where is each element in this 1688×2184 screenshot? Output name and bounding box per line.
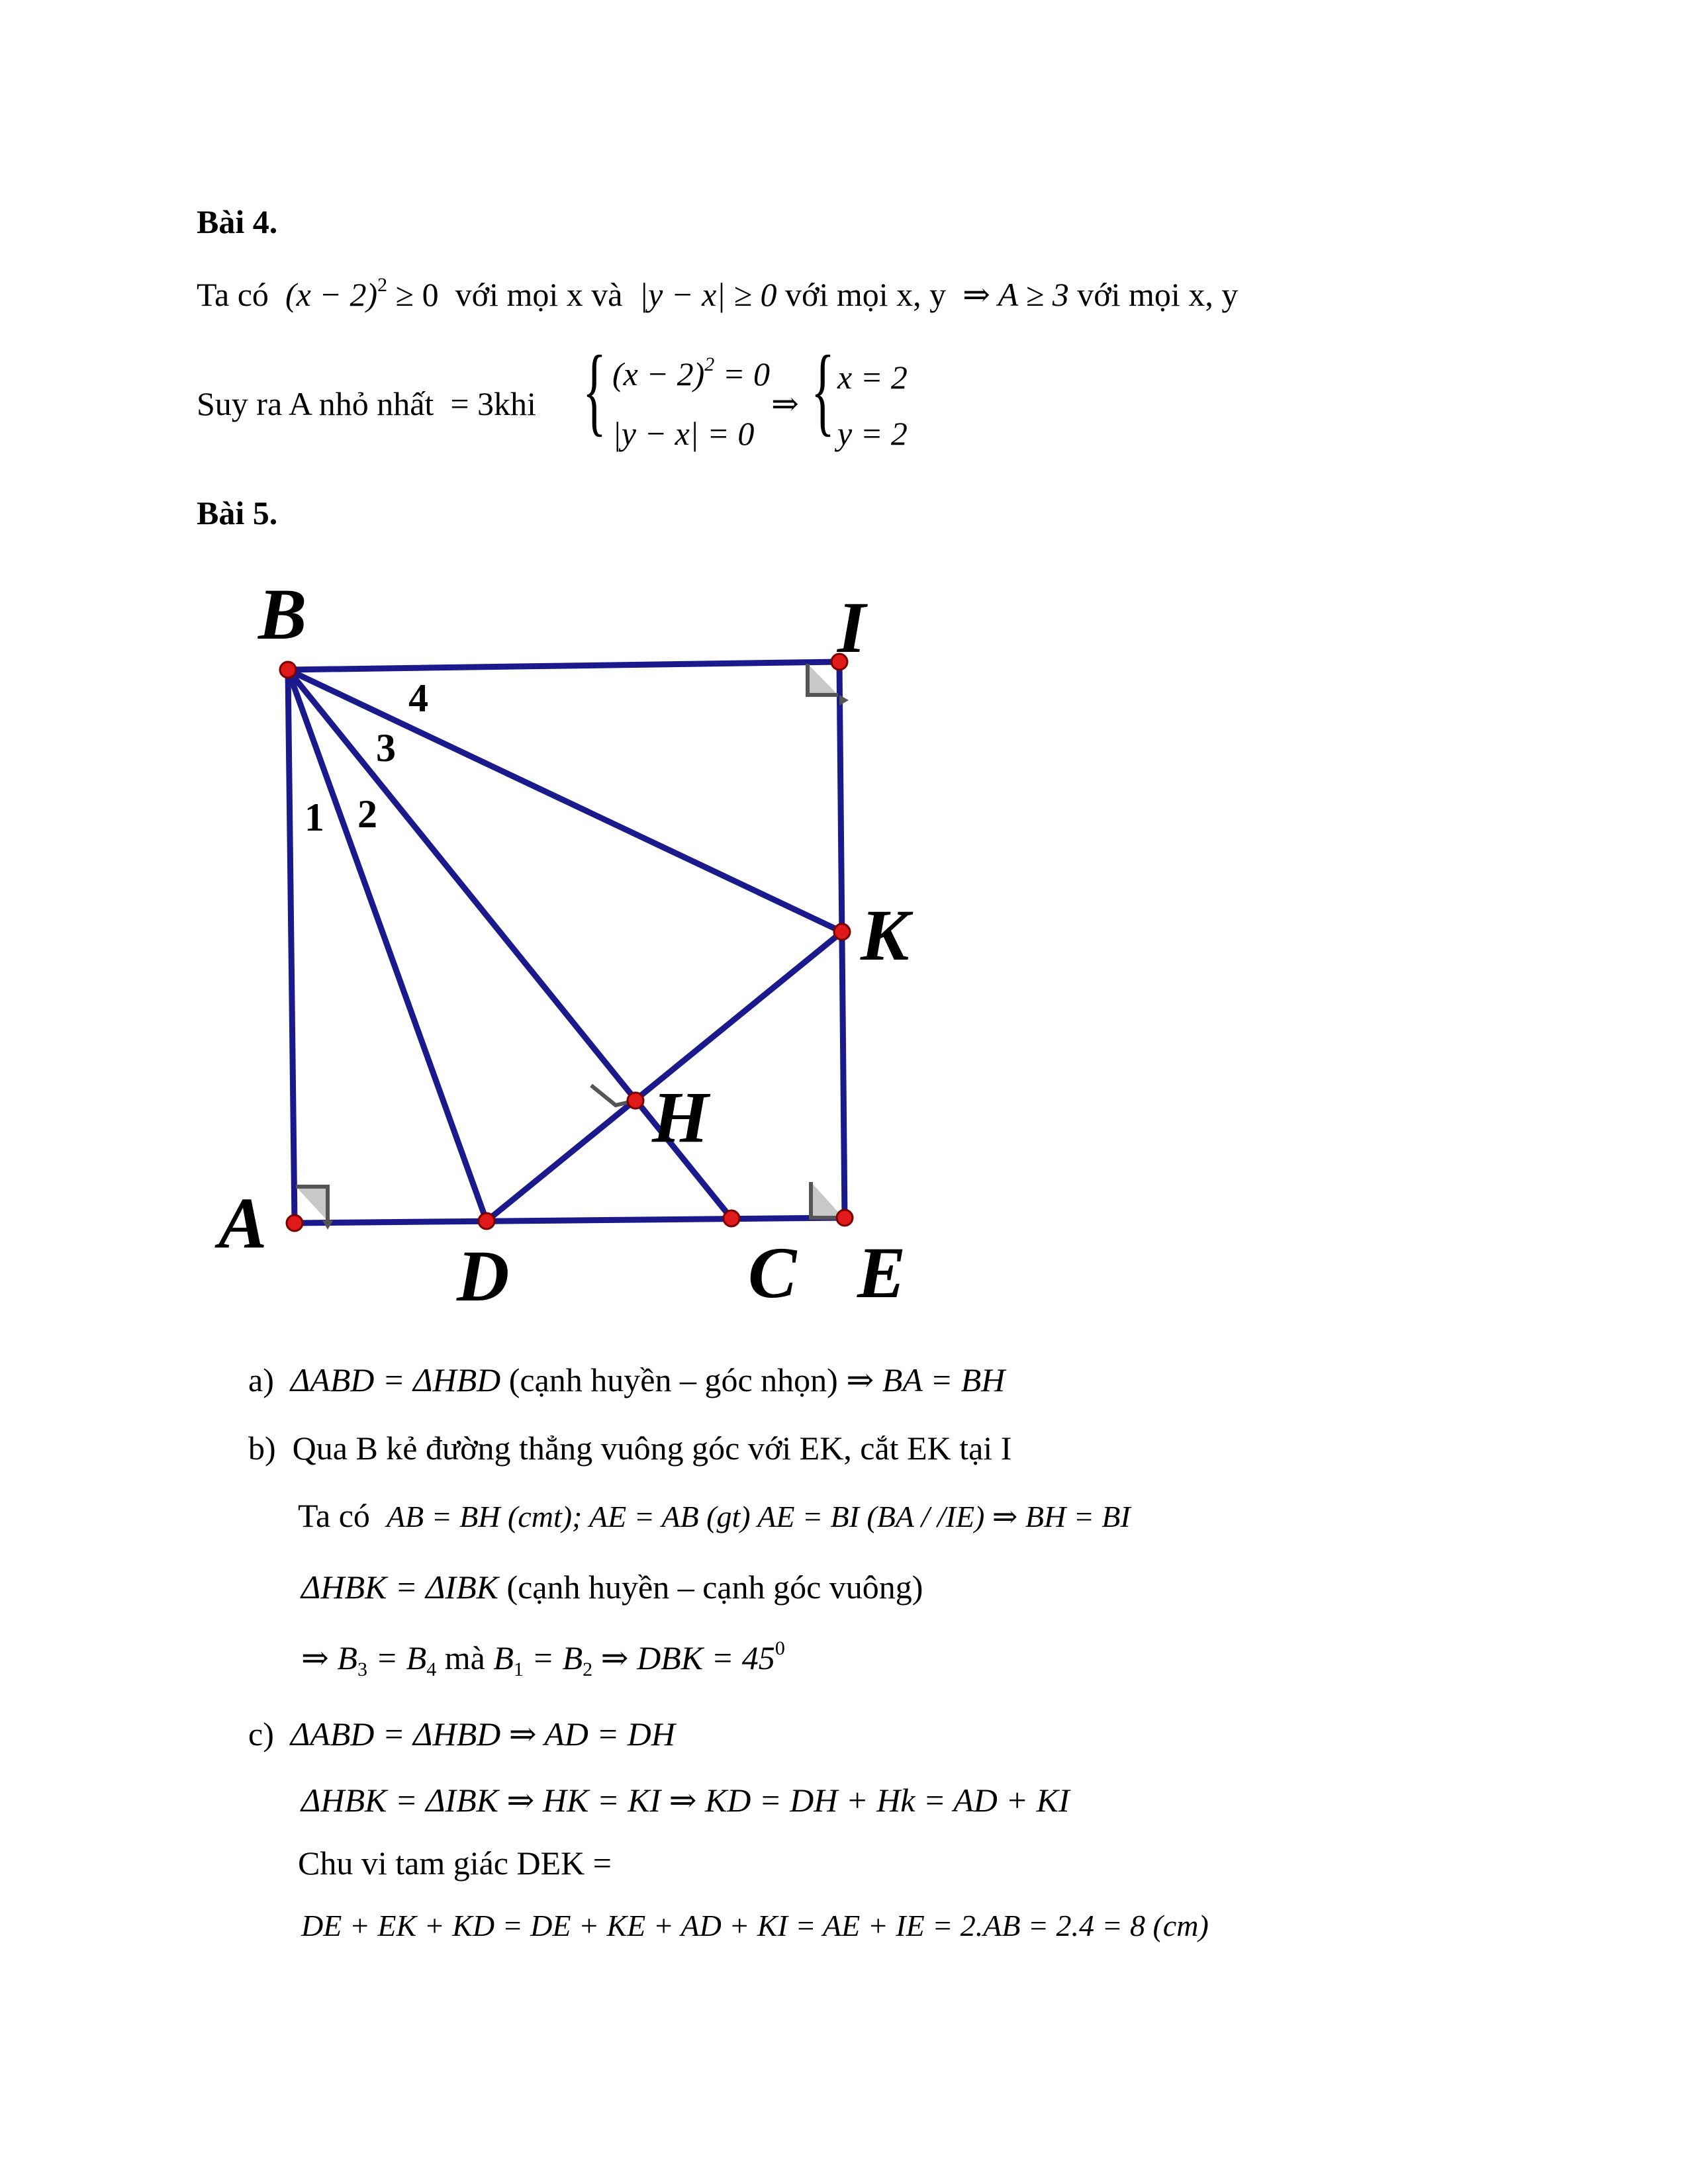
point-K — [834, 924, 850, 940]
label-K: K — [861, 895, 910, 976]
label-A: A — [218, 1183, 267, 1263]
system1-row1: $(x - 2)^2 = 0$ — [612, 353, 770, 392]
label-E: E — [857, 1232, 906, 1313]
system1-row2: |y − x| = 0 — [612, 415, 755, 452]
part-c-line4: DE + EK + KD = DE + KE + AD + KI = AE + IE = 2.AB = 2.4 = 8 (cm) — [301, 1909, 1209, 1942]
right-angle-A — [296, 1187, 328, 1221]
implies-arrow: ⇒ — [771, 385, 799, 422]
point-A — [287, 1215, 303, 1231]
part-b-line2: ΔHBK = ΔIBK (cạnh huyền – cạnh góc vuông) — [301, 1569, 923, 1606]
bai5-title: Bài 5. — [197, 494, 278, 531]
point-H — [628, 1093, 643, 1109]
label-H: H — [652, 1077, 709, 1158]
label-D: D — [457, 1236, 510, 1316]
point-B — [280, 662, 296, 678]
right-angle-I-arrow — [839, 695, 849, 705]
segment-BA — [288, 670, 295, 1223]
part-c-line3: Chu vi tam giác DEK = — [298, 1844, 612, 1882]
part-c-line2: ΔHBK = ΔIBK ⇒ HK = KI ⇒ KD = DH + Hk = AD + KI — [301, 1782, 1070, 1819]
label-C: C — [748, 1232, 797, 1313]
segment-AE — [295, 1218, 845, 1223]
label-I: I — [837, 587, 866, 668]
bai4-line1: Ta có $(x - 2)^2 \ge 0$ với mọi x và |y − x| ≥ 0 với mọi x, y ⇒ A ≥ 3 với mọi x, y — [197, 274, 1239, 313]
brace-left-1: { — [583, 336, 606, 445]
point-E — [837, 1210, 853, 1226]
system2-row1: x = 2 — [837, 359, 908, 396]
part-b-line1: Ta có AB = BH (cmt); AE = AB (gt) AE = BI (BA / /IE) ⇒ BH = BI — [298, 1497, 1131, 1534]
brace-left-2: { — [811, 336, 835, 445]
angle-label-4: 4 — [408, 676, 428, 720]
bai4-title: Bài 4. — [197, 203, 278, 240]
bai4-line2: Suy ra A nhỏ nhất = 3khi — [197, 385, 536, 422]
angle-label-2: 2 — [357, 792, 377, 836]
point-C — [724, 1210, 739, 1226]
segment-BI — [288, 662, 839, 670]
part-b-line3: ⇒ $B_3 = B_4$ mà $B_1 = B_2$ ⇒ DBK = $45^0$ — [301, 1637, 785, 1680]
part-b: b) Qua B kẻ đường thẳng vuông góc với EK, cắt EK tại I — [248, 1430, 1012, 1467]
point-D — [479, 1213, 494, 1229]
label-B: B — [258, 574, 307, 655]
part-a: a) ΔABD = ΔHBD (cạnh huyền – góc nhọn) ⇒ BA = BH — [248, 1361, 1006, 1398]
angle-label-1: 1 — [305, 796, 324, 839]
part-c: c) ΔABD = ΔHBD ⇒ AD = DH — [248, 1715, 675, 1752]
angle-label-3: 3 — [376, 726, 396, 770]
system2-row2: y = 2 — [837, 415, 908, 452]
